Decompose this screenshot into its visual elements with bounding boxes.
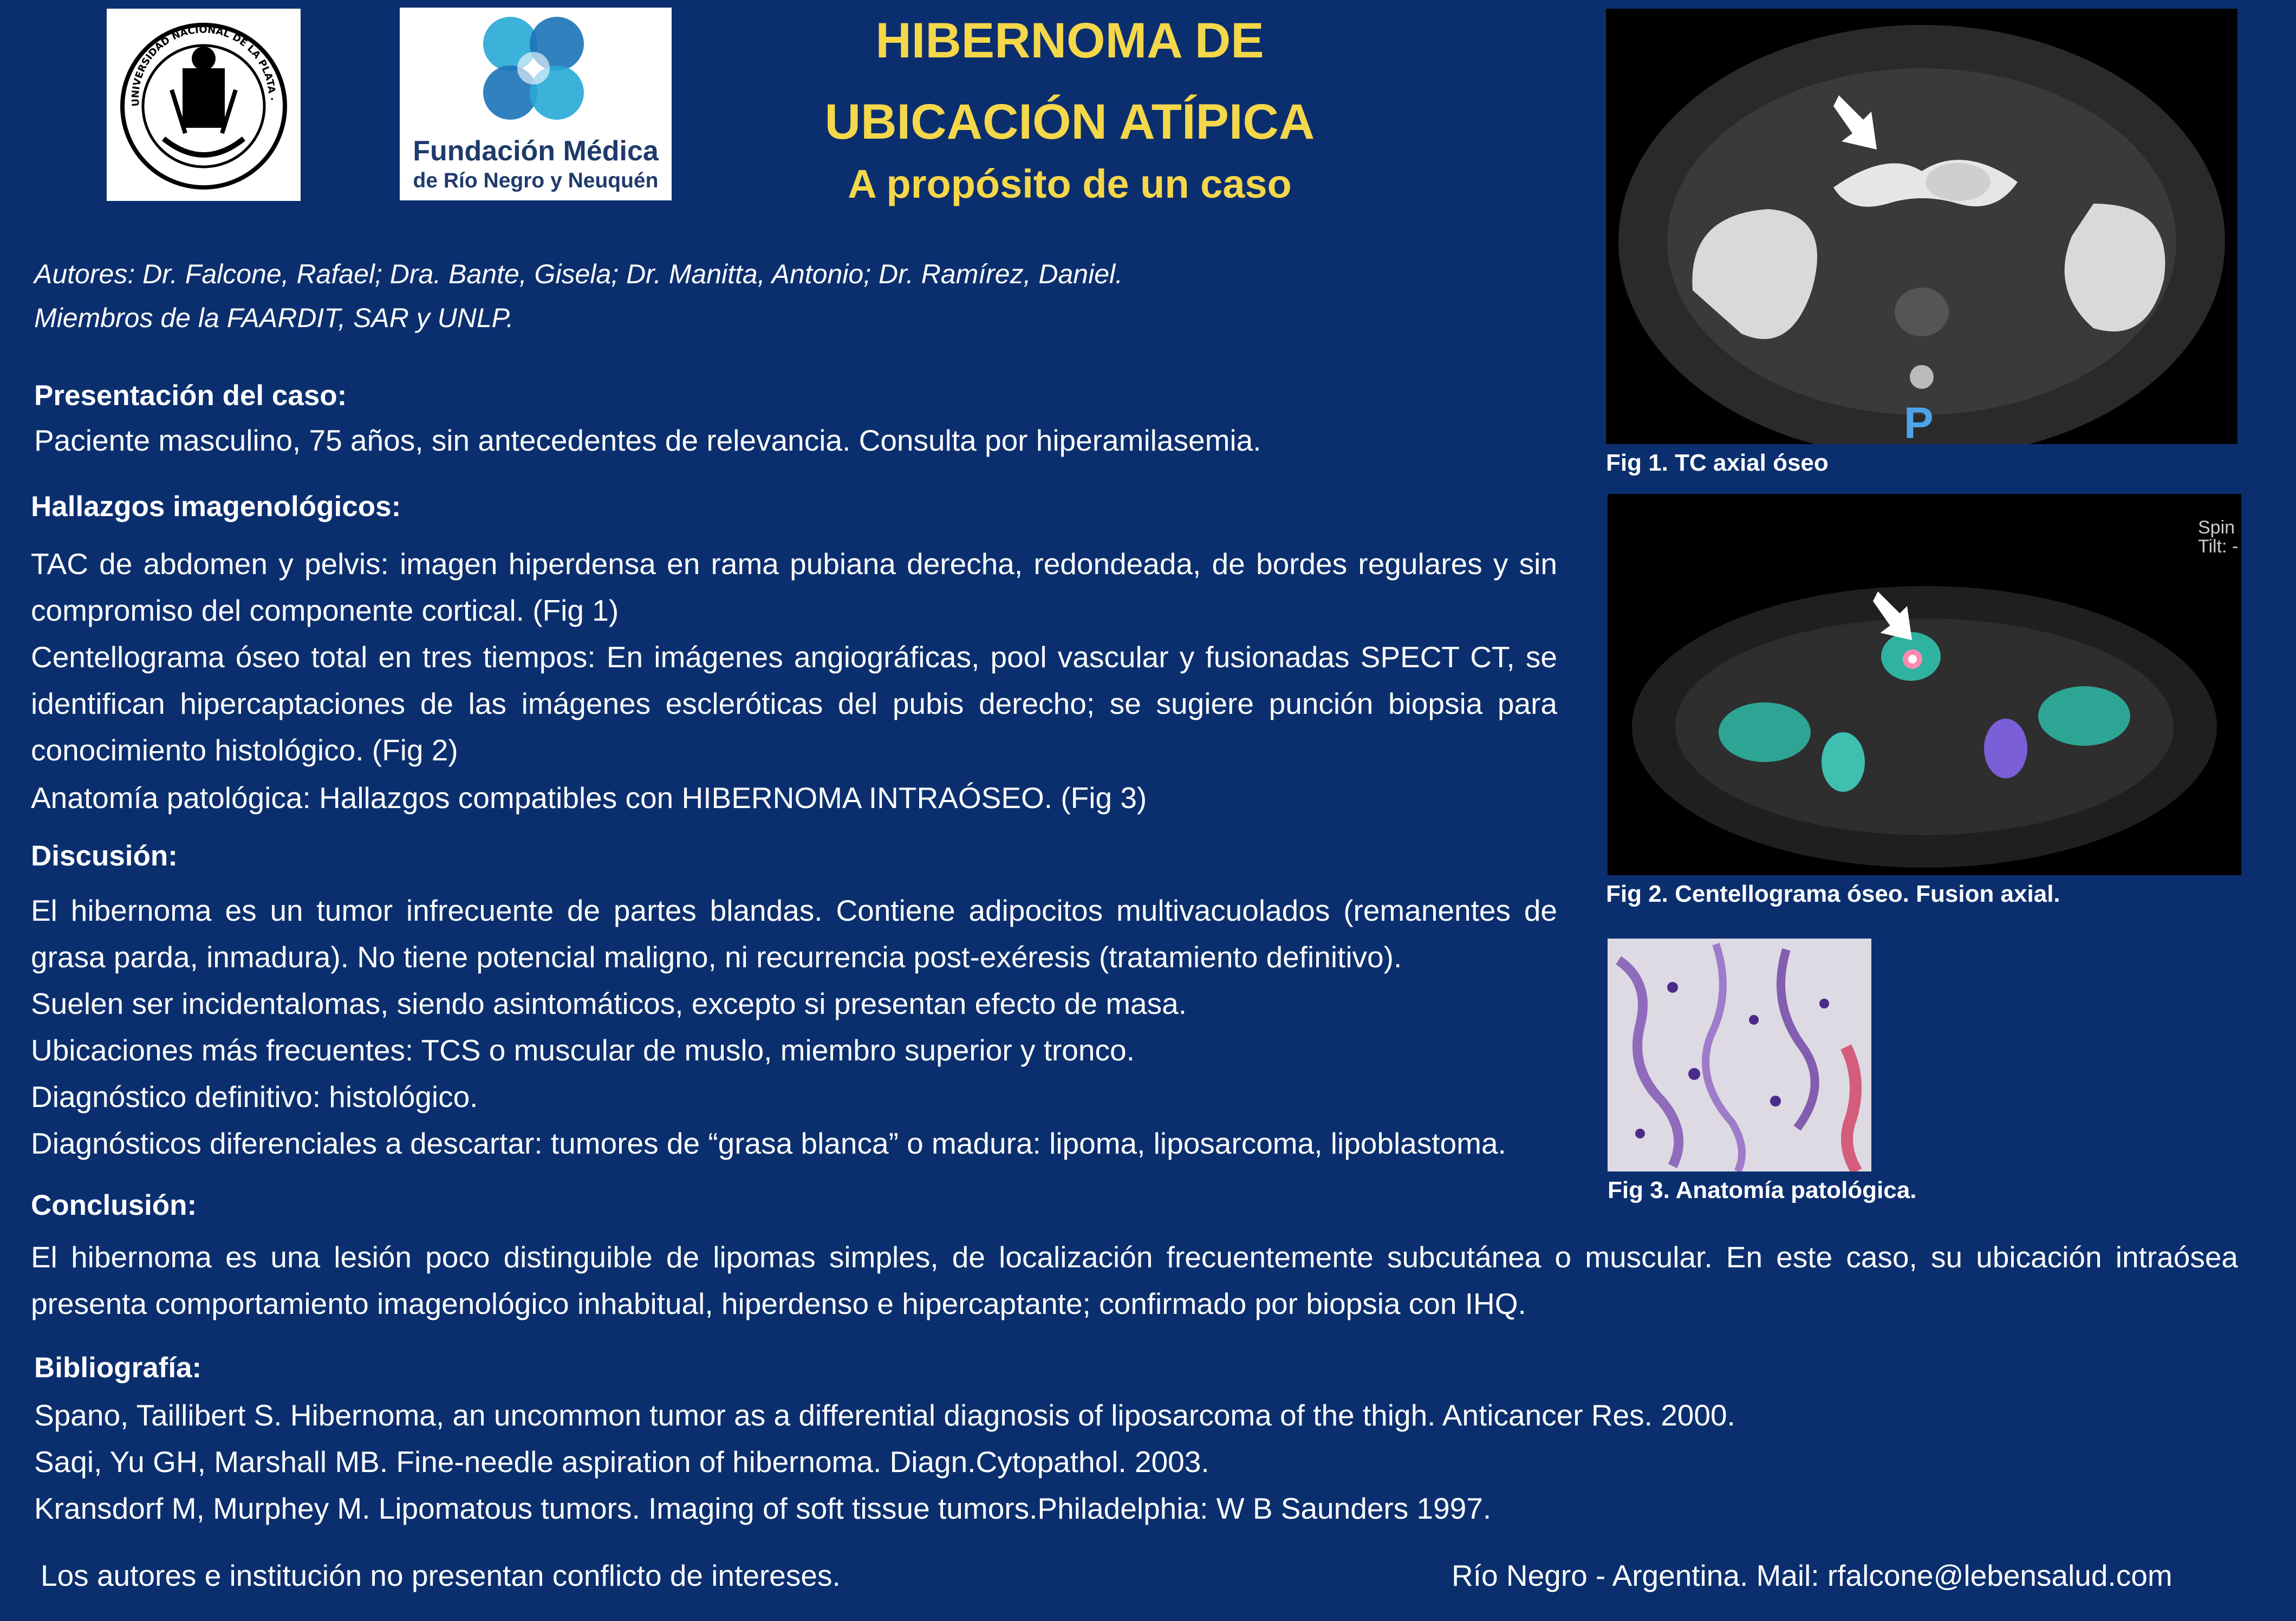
findings-heading: Hallazgos imagenológicos: — [31, 491, 401, 523]
fig2-arrow-icon — [1873, 586, 1922, 646]
fig1-caption: Fig 1. TC axial óseo — [1606, 450, 1829, 476]
conclusion-heading: Conclusión: — [31, 1189, 197, 1221]
bibliography-heading: Bibliografía: — [34, 1352, 202, 1384]
fig1-ct-image — [1606, 9, 2238, 444]
unlp-logo — [107, 9, 301, 201]
fig2-corner-label-2: Tilt: - — [2198, 536, 2239, 557]
authors-line2: Miembros de la FAARDIT, SAR y UNLP. — [34, 303, 514, 333]
discussion-paragraph-5: Diagnósticos diferenciales a descartar: tumores de “grasa blanca” o madura: lipoma, liposarcoma, lipoblastoma. — [31, 1127, 1506, 1160]
fm-circles-icon — [477, 14, 590, 122]
discussion-heading: Discusión: — [31, 840, 178, 872]
conclusion-text: El hibernoma es una lesión poco distinguible de lipomas simples, de localización frecuentemente subcutánea o muscular. En este caso, su ubicación intraósea presenta comportamiento imagenológico inhabitual, hiperdenso e hipercaptante; confirmado por biopsia con IHQ. — [31, 1240, 2238, 1320]
fig3-histology-image — [1608, 939, 1871, 1171]
discussion-paragraph-1: El hibernoma es un tumor infrecuente de partes blandas. Contiene adipocitos multivacuolados (remanentes de grasa parda, inmadura). No tiene potencial maligno, ni recurrencia post-exéresis (tratamiento definitivo). — [31, 894, 1557, 974]
bibliography-ref-1: Spano, Taillibert S. Hibernoma, an uncommon tumor as a differential diagnosis of liposarcoma of the thigh. Anticancer Res. 2000. — [34, 1398, 1735, 1432]
presentation-text: Paciente masculino, 75 años, sin antecedentes de relevancia. Consulta por hiperamilasemia. — [34, 424, 1261, 457]
bibliography-ref-2: Saqi, Yu GH, Marshall MB. Fine-needle aspiration of hibernoma. Diagn.Cytopathol. 2003. — [34, 1445, 1209, 1479]
fundacion-medica-logo — [400, 8, 672, 200]
title-subtitle: A propósito de un caso — [848, 161, 1292, 206]
bibliography-ref-3: Kransdorf M, Murphey M. Lipomatous tumors. Imaging of soft tissue tumors.Philadelphia: W B Saunders 1997. — [34, 1492, 1492, 1525]
discussion-paragraph-4: Diagnóstico definitivo: histológico. — [31, 1080, 478, 1114]
title-line1: HIBERNOMA DE — [875, 13, 1264, 68]
presentation-heading: Presentación del caso: — [34, 380, 347, 412]
fig3-caption: Fig 3. Anatomía patológica. — [1608, 1177, 1917, 1203]
findings-paragraph-3: Anatomía patológica: Hallazgos compatibles con HIBERNOMA INTRAÓSEO. (Fig 3) — [31, 781, 1147, 815]
fig2-caption: Fig 2. Centellograma óseo. Fusion axial. — [1606, 881, 2060, 907]
fm-logo-line1: Fundación Médica — [413, 135, 659, 167]
fig2-spect-image — [1608, 494, 2241, 875]
authors-line1: Autores: Dr. Falcone, Rafael; Dra. Bante, Gisela; Dr. Manitta, Antonio; Dr. Ramírez, Daniel. — [34, 259, 1123, 289]
unlp-seal-icon — [107, 9, 301, 201]
fig2-corner-label-1: Spin — [2198, 517, 2235, 538]
svg-text:UNIVERSIDAD NACIONAL DE LA PLA: UNIVERSIDAD NACIONAL DE LA PLATA · — [129, 24, 278, 107]
fig1-posterior-marker: P — [1904, 399, 1934, 444]
discussion-paragraph-3: Ubicaciones más frecuentes: TCS o muscular de muslo, miembro superior y tronco. — [31, 1033, 1135, 1067]
fig1-arrow-icon — [1833, 90, 1888, 155]
findings-paragraph-1: TAC de abdomen y pelvis: imagen hiperdensa en rama pubiana derecha, redondeada, de bordes regulares y sin compromiso del componente cortical. (Fig 1) — [31, 547, 1557, 627]
title-line2: UBICACIÓN ATÍPICA — [824, 94, 1315, 149]
fm-logo-line2: de Río Negro y Neuquén — [413, 169, 659, 192]
findings-paragraph-2: Centellograma óseo total en tres tiempos: En imágenes angiográficas, pool vascular y fusionadas SPECT CT, se identifican hipercaptaciones de las imágenes escleróticas del pubis derecho; se sugiere punción biopsia para conocimiento histológico. (Fig 2) — [31, 640, 1557, 767]
footer-disclosure: Los autores e institución no presentan conflicto de intereses. — [41, 1559, 841, 1592]
discussion-paragraph-2: Suelen ser incidentalomas, siendo asintomáticos, excepto si presentan efecto de masa. — [31, 987, 1187, 1020]
footer-contact: Río Negro - Argentina. Mail: rfalcone@lebensalud.com — [1452, 1559, 2173, 1592]
